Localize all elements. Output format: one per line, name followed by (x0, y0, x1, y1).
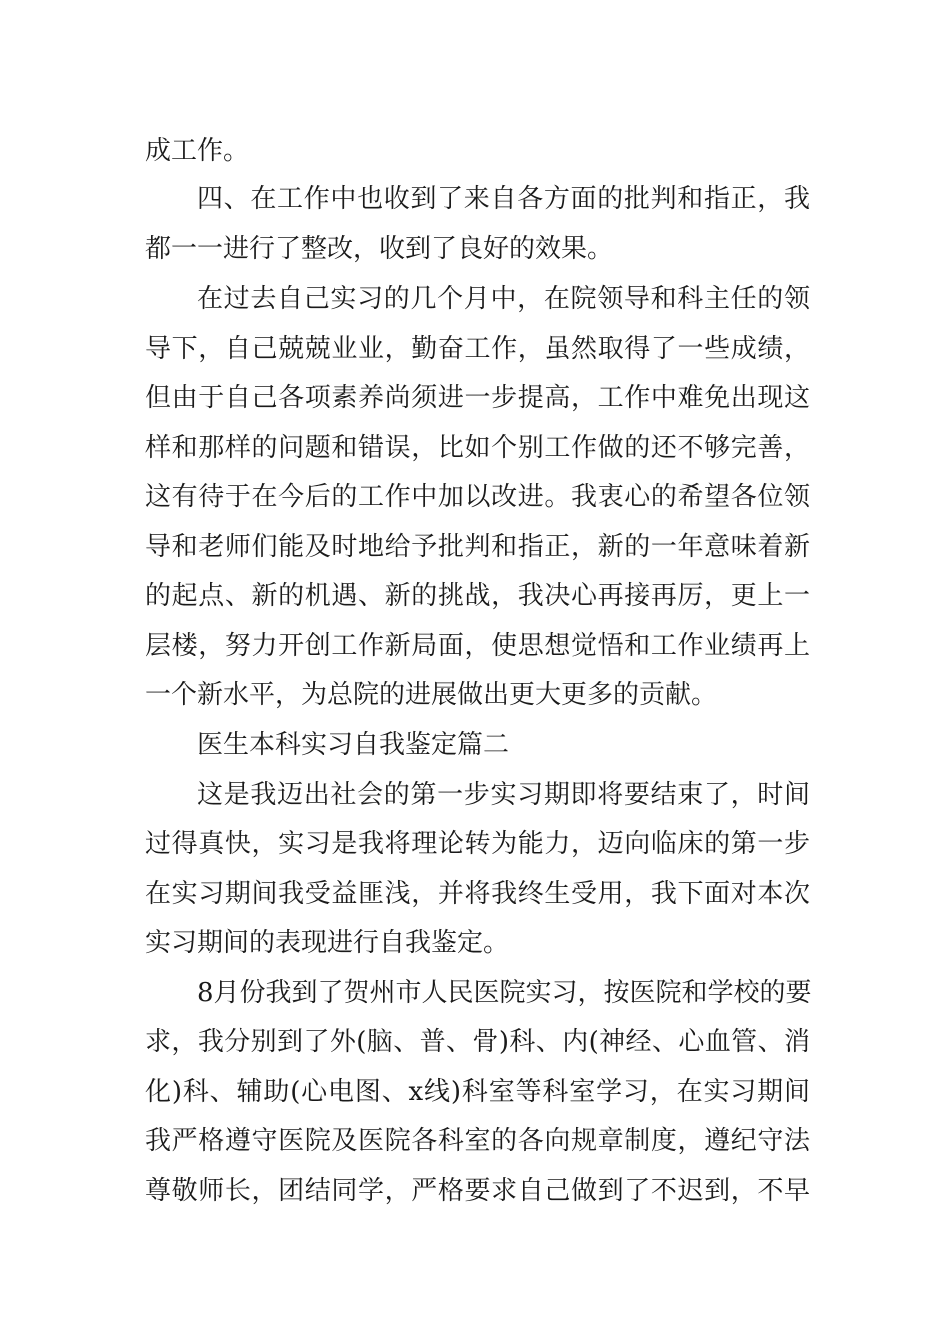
text-line: 成工作。 (145, 136, 250, 166)
text-line: 四、在工作中也收到了来自各方面的批判和指正，我 (197, 184, 810, 214)
text-line: 尊敬师长，团结同学，严格要求自己做到了不迟到，不早 (145, 1176, 810, 1206)
text-line: 我严格遵守医院及医院各科室的各向规章制度，遵纪守法 (145, 1126, 810, 1156)
text-line: 8月份我到了贺州市人民医院实习，按医院和学校的要 (197, 978, 812, 1008)
text-line: 导下，自己兢兢业业，勤奋工作，虽然取得了一些成绩， (145, 334, 810, 364)
text-line: 这有待于在今后的工作中加以改进。我衷心的希望各位领 (145, 482, 810, 512)
text-line: 的起点、新的机遇、新的挑战，我决心再接再厉，更上一 (145, 581, 810, 611)
text-line: 一个新水平，为总院的进展做出更大更多的贡献。 (145, 680, 718, 710)
text-line: 导和老师们能及时地给予批判和指正，新的一年意味着新 (145, 532, 810, 562)
text-line: 这是我迈出社会的第一步实习期即将要结束了，时间 (197, 780, 810, 810)
text-line: 但由于自己各项素养尚须进一步提高，工作中难免出现这 (145, 383, 810, 413)
text-line: 都一一进行了整改，收到了良好的效果。 (145, 234, 614, 264)
text-line: 求，我分别到了外(脑、普、骨)科、内(神经、心血管、消 (145, 1027, 810, 1057)
text-line: 在过去自己实习的几个月中，在院领导和科主任的领 (197, 284, 810, 314)
text-line: 过得真快，实习是我将理论转为能力，迈向临床的第一步 (145, 829, 810, 859)
text-line: 层楼，努力开创工作新局面，使思想觉悟和工作业绩再上 (145, 631, 810, 661)
section-heading: 医生本科实习自我鉴定篇二 (197, 730, 510, 760)
text-line: 实习期间的表现进行自我鉴定。 (145, 928, 510, 958)
text-line: 化)科、辅助(心电图、x线)科室等科室学习，在实习期间 (145, 1077, 810, 1107)
text-line: 样和那样的问题和错误，比如个别工作做的还不够完善， (145, 433, 810, 463)
text-line: 在实习期间我受益匪浅，并将我终生受用，我下面对本次 (145, 879, 810, 909)
